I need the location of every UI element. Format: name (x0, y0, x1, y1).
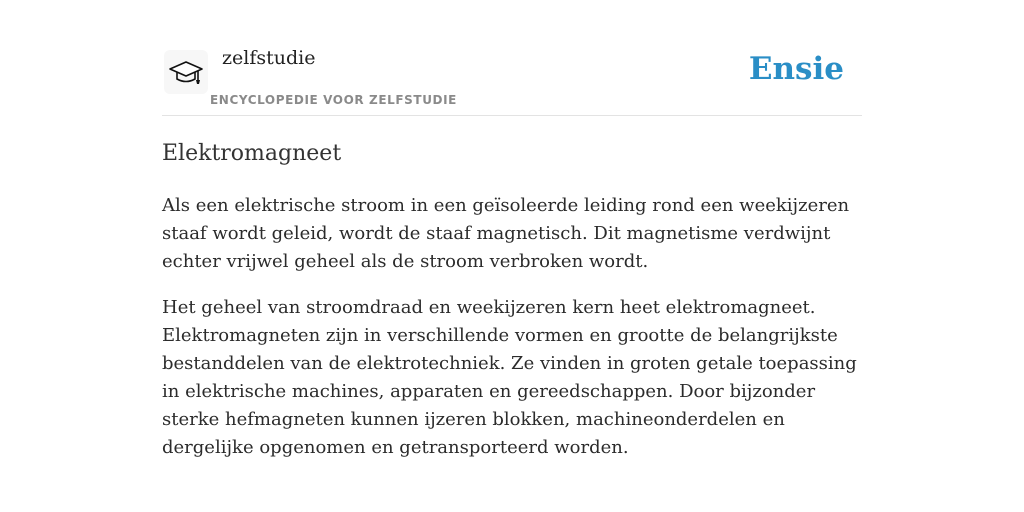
site-tagline: ENCYCLOPEDIE VOOR ZELFSTUDIE (210, 93, 457, 107)
site-header (162, 40, 862, 116)
site-logo[interactable] (164, 50, 208, 94)
article-body (162, 192, 862, 480)
article-paragraph: Het geheel van stroomdraad en weekijzeren kern heet elektromagneet. Elektromagneten zijn in verschillende vormen en grootte de belangrijkste bestanddelen van de elektrotechniek. Ze vinden in groten getale toepassing in elektrische machines, apparaten en gereedschappen. Door bijzonder sterke hefmagneten kunnen ijzeren blokken, machineonderdelen en dergelijke opgenomen en getransporteerd worden. (162, 297, 857, 458)
page-title: Elektromagneet (162, 141, 342, 166)
site-name[interactable]: zelfstudie (222, 47, 316, 69)
article-paragraph: Als een elektrische stroom in een geïsoleerde leiding rond een weekijzeren staaf wordt geleid, wordt de staaf magnetisch. Dit magnetisme verdwijnt echter vrijwel geheel als de stroom verbroken wordt. (162, 195, 850, 272)
brand-logo[interactable]: Ensie (748, 51, 844, 87)
